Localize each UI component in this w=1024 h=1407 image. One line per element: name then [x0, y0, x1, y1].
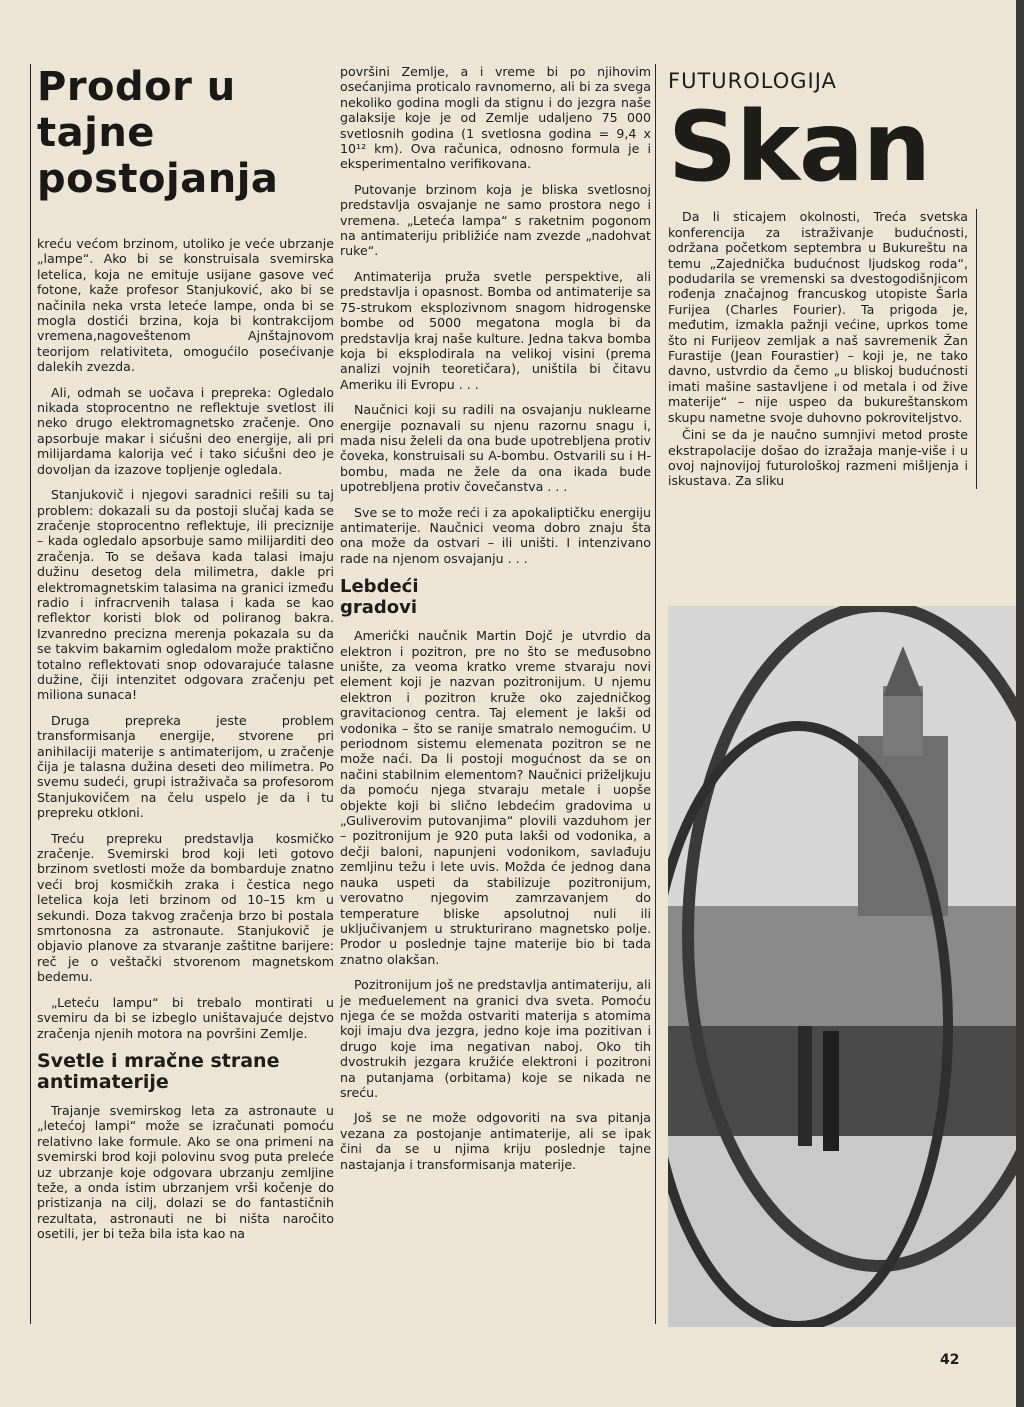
column-divider	[655, 64, 656, 1324]
paragraph: Stanjukovič i njegovi saradnici rešili su taj problem: dokazali su da postoji slučaj kada se zračenje stoprocentno reflektuje, ili preciznije – kada ogledalo apsorbuje samo milijarditi deo zračenja. To se dešava kada talasi imaju dužinu desetog dela milimetra, dakle pri elektromagnetskim talasima na granici između radio i infracrvenih talasa i kada se kao reflektor koristi blok od poliranog bakra. Izvanredno precizna merenja pokazala su da se takvim bakarnim ogledalom može praktično totalno reflektovati snop odovarajuće talasne dužine, čiji intenzitet odgovara zračenju pet miliona sunaca!	[37, 487, 334, 703]
paragraph: Američki naučnik Martin Dojč je utvrdio da elektron i pozitron, pre no što se međusobno unište, za veoma kratko vreme stvaraju novi element koji je nazvan pozitronijum. U njemu elektron i pozitron kruže oko zajedničkog gravitacionog centra. Taj element je lakši od vodonika – što se ranije smatralo nemogućim. U periodnom sistemu elemenata pozitron se ne može naći. Da li postoji mogućnost da se on načini stabilnim elementom? Naučnici priželjkuju da pomoću njega stvaraju metale i uopše objekte koji bi slično lebdećim gradovima u „Guliverovim putovanjima“ plovili vazduhom jer – pozitronijum je 920 puta lakši od vodonika, a dečji baloni, napunjeni vodonikom, savlađuju zemljinu težu i lete uvis. Možda će jednog dana nauka uspeti da stabilizuje pozitronijum, verovatno njegovim zamrzavanjem do temperature bliske apsolutnoj nuli ili uključivanjem u strukturirano magnetsko polje. Prodor u poslednje tajne materije bio bi tada znatno olakšan.	[340, 628, 651, 967]
page-number: 42	[940, 1352, 960, 1368]
paragraph: Naučnici koji su radili na osvajanju nuklearne energije poznavali su njenu razornu snagu i, mada nisu želeli da ona bude upotrebljena protiv čoveka, konstruisali su A-bombu. Ostvarili su i H-bombu, mada ne žele da ona ikada bude upotrebljena protiv čovečanstva . . .	[340, 402, 651, 495]
article-intro	[668, 209, 977, 488]
section-heading: Lebdeći gradovi	[340, 576, 419, 619]
column-1	[30, 64, 334, 1324]
paragraph: Ali, odmah se uočava i prepreka: Ogledalo nikada stoprocentno ne reflektuje svetlost ili neko drugo elektromagnetsko zračenje. Ono apsorbuje makar i sićušni deo energije, ali pri milijardama kalorija već i tako sićušni deo je dovoljan da izazove topljenje ogledala.	[37, 384, 334, 477]
paragraph: Treću prepreku predstavlja kosmičko zračenje. Svemirski brod koji leti gotovo brzinom svetlosti može da bombarduje znatno veći broj kosmičkih zraka i čestica nego letelica koja leti brzinom od 10–15 km u sekundi. Doza takvog zračenja brzo bi postala smrtonosna za astronaute. Stanjukovič je objavio planove za stvaranje zaštitne barijere: reč je o veštački stvorenom magnetskom bedemu.	[37, 830, 334, 985]
paragraph: Da li sticajem okolnosti, Treća svetska konferencija za istraživanje budućnosti, održana početkom septembra u Bukureštu na temu „Zajednička budućnost ljudskog roda“, podudarila se vremenski sa dvestogodišnjicom rođenja značajnog francuskog utopiste Šarla Furijea (Charles Fourier). Ta prigoda je, međutim, izmakla pažnji većine, uprkos tome što ni Furijeov zemljak a naš savremenik Žan Furastije (Jean Fourastier) – koji je, ne tako davno, ustvrdio da čemo „u bliskoj budućnosti imati mašine sastavljene i od metala i od žive materije“ – nije uspeo da bukureštanskom skupu nametne svoje duhovno pokroviteljstvo.	[668, 209, 968, 425]
paragraph: Pozitronijum još ne predstavlja antimateriju, ali je međuelement na granici dva sveta. Pomoću njega će se možda ostvariti materija s atomima koji imaju dva jezgra, jedno koje ima pozitivan i drugo koje ima negativan naboj. Oko tih dvostrukih jezgara kružiće elektroni i pozitroni na putanjama (orbitama) koje se nikada ne sreću.	[340, 977, 651, 1100]
paragraph: Antimaterija pruža svetle perspektive, ali predstavlja i opasnost. Bomba od antimaterije sa 75-strukom eksplozivnom snagom hidrogenske bombe od 5000 megatona mogla bi da predstavlja kraj naše kulture. Jedna takva bomba koja bi eksplodirala na velikoj visini (prema analizi vojnih teoretičara), uništila bi čitavu Ameriku ili Evropu . . .	[340, 268, 651, 392]
paragraph: Trajanje svemirskog leta za astronaute u „letećoj lampi“ može se izračunati pomoću relativno lake formule. Ako se ona primeni na svemirski brod koji polovinu svog puta preleće uz ubrzanje koje odgovara ubrzanju zemljine teže, a onda istim ubrzanjem vrši kočenje do pristizanja na cilj, dolazi se do fantastičnih rezultata, astronauti ne bi ništa naročito osetili, jer bi teža bila ista kao na	[37, 1102, 334, 1242]
paragraph: kreću većom brzinom, utoliko je veće ubrzanje „lampe“. Ako bi se konstruisala svemirska letelica, koja ne emituje usijane gasove već fotone, kaže profesor Stanjuković, ako bi se načinila neka vrsta leteće lampe, onda bi se mogla dostići brzina, koja bi kontrakcijom vremena,nagoveštenom Ajnštajnovom teorijom relativiteta, omogućilo posećivanje dalekih zvezda.	[37, 236, 334, 375]
section-rubric: FUTUROLOGIJA	[668, 69, 837, 93]
section-heading: Svetle i mračne strane antimaterije	[37, 1049, 280, 1093]
column-3	[668, 64, 980, 491]
binding-edge	[1016, 0, 1024, 1407]
paragraph: „Leteću lampu“ bi trebalo montirati u svemiru da bi se izbeglo uništavajuće dejstvo zračenja njenih motora na površini Zemlje.	[37, 994, 334, 1041]
paragraph: Putovanje brzinom koja je bliska svetlosnoj predstavlja osvajanje ne samo prostora nego i vremena. „Leteća lampa“ s raketnim pogonom na antimateriju približiće nam zvezde „nadohvat ruke“.	[340, 181, 651, 259]
paragraph: Druga prepreka jeste problem transformisanja energije, stvorene pri anihilaciji materije s antimaterijom, u zračenje čija je talasna dužina deseti deo milimetra. Po svemu sudeći, grupi istraživača sa profesorom Stanjukovičem na čelu uspelo je da i tu prepreku otkloni.	[37, 712, 334, 821]
article-title: Prodor u tajne postojanja	[37, 64, 279, 202]
paragraph: Čini se da je naučno sumnjivi metod proste ekstrapolacije došao do izražaja manje-više i u ovoj najnovijoj futurološkoj razmeni mišljenja i iskustava. Za sliku	[668, 427, 968, 489]
paragraph: površini Zemlje, a i vreme bi po njihovim osećanjima proticalo ravnomerno, ali bi za svega nekoliko godina mogli da stignu i do jezgra naše galaksije koje je od Zemlje udaljeno 75 000 svetlosnih godina (1 svetlosna godina = 9,4 x 10¹² km). Ova računica, odnosno formula je i eksperimentalno verifikovana.	[340, 64, 651, 172]
photo-illustration	[668, 606, 1018, 1327]
column-2	[340, 64, 651, 1182]
paragraph: Sve se to može reći i za apokaliptičku energiju antimaterije. Naučnici veoma dobro znaju šta ona može da ostvari – ili uništi. I intenzivano rade na njenom osvajanju . . .	[340, 504, 651, 566]
article-title: Skan	[668, 91, 931, 204]
sculpture-photo	[668, 606, 1018, 1327]
paragraph: Još se ne može odgovoriti na sva pitanja vezana za postojanje antimaterije, ali se ipak čini da se u njima kriju poslednje tajne nastajanja i transformisanja materije.	[340, 1110, 651, 1172]
